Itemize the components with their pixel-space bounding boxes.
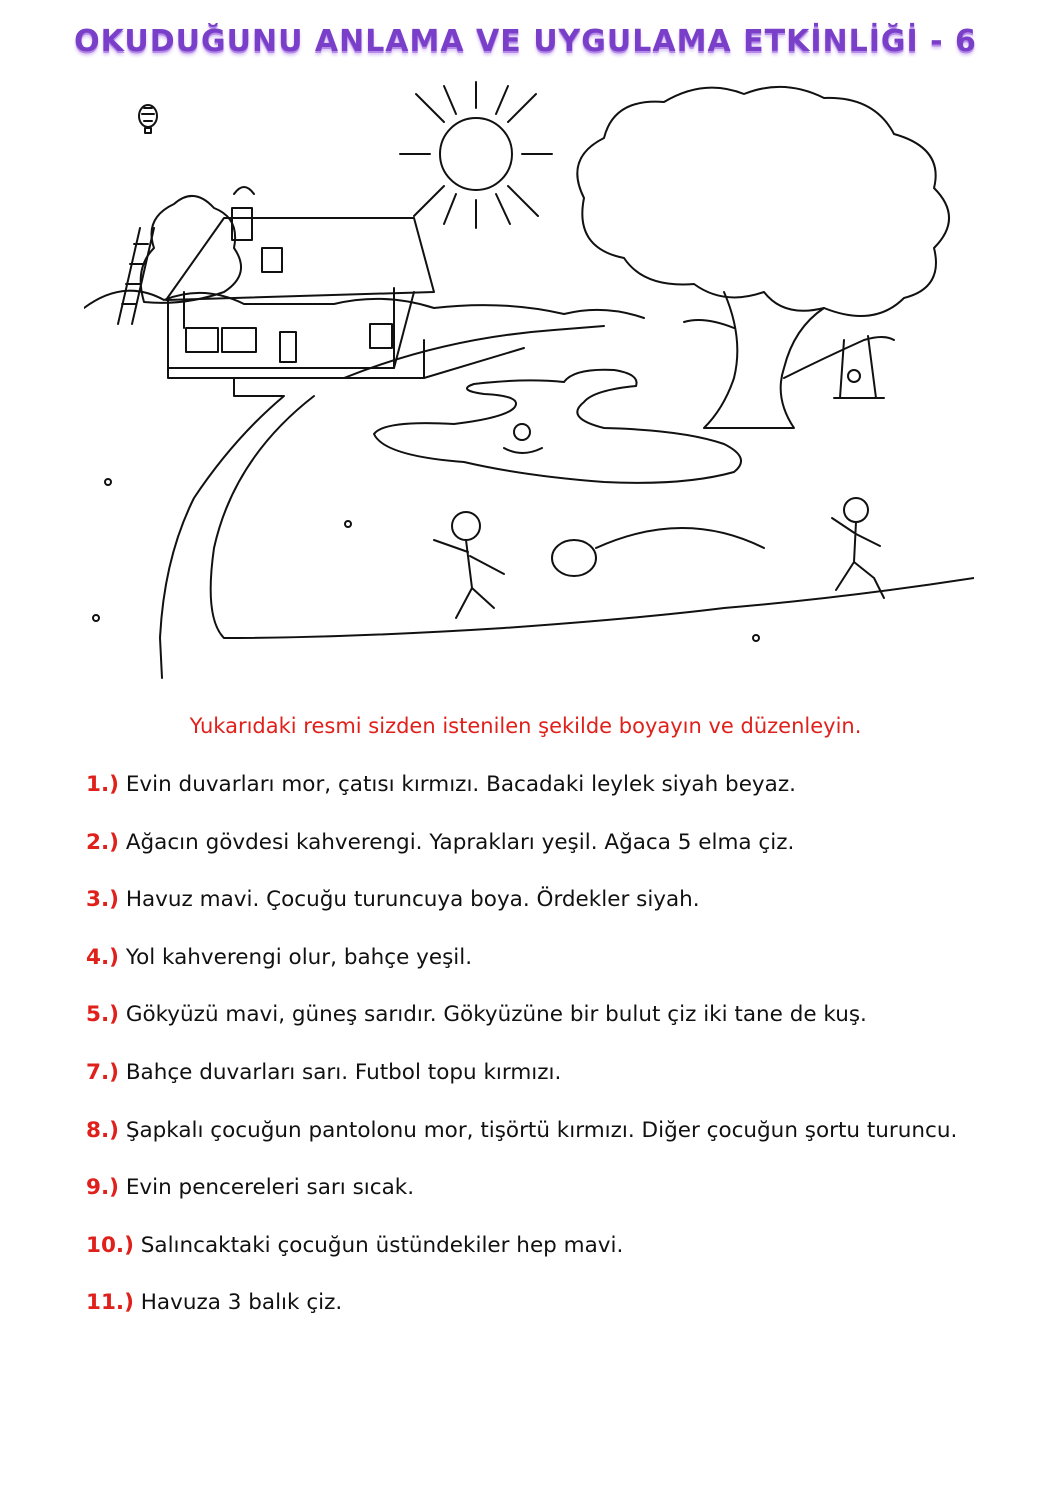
flower-icons	[93, 479, 759, 641]
item-text: Havuza 3 balık çiz.	[140, 1290, 343, 1316]
item-text: Gökyüzü mavi, güneş sarıdır. Gökyüzüne bir bulut çiz iki tane de kuş.	[125, 1002, 867, 1028]
item-text: Bahçe duvarları sarı. Futbol topu kırmızı.	[125, 1059, 562, 1085]
item-number: 4.)	[86, 944, 119, 970]
ball-icon	[552, 528, 764, 576]
list-item	[86, 880, 1036, 938]
balloon-icon	[139, 105, 157, 133]
item-number: 3.)	[86, 887, 119, 913]
pond-drawing	[374, 370, 741, 483]
list-item	[86, 1168, 1036, 1226]
list-item	[86, 1283, 1036, 1341]
list-item	[86, 1111, 1036, 1169]
cap-boy-drawing	[832, 498, 884, 598]
page-title: OKUDUĞUNU ANLAMA VE UYGULAMA ETKİNLİĞİ - 6	[74, 24, 977, 59]
instruction-text: Yukarıdaki resmi sizden istenilen şekilde boyayın ve düzenleyin.	[189, 714, 862, 738]
list-item	[86, 1053, 1036, 1111]
item-text: Ağacın gövdesi kahverengi. Yaprakları yeşil. Ağaca 5 elma çiz.	[125, 829, 795, 855]
item-number: 9.)	[86, 1175, 119, 1201]
running-boy-drawing	[434, 512, 504, 618]
item-number: 10.)	[86, 1232, 134, 1258]
coloring-illustration	[84, 78, 974, 690]
item-number: 2.)	[86, 829, 119, 855]
sun-icon	[400, 82, 552, 228]
list-item	[86, 765, 1036, 823]
item-number: 5.)	[86, 1002, 119, 1028]
item-number: 11.)	[86, 1290, 134, 1316]
list-item	[86, 938, 1036, 996]
item-text: Evin pencereleri sarı sıcak.	[125, 1175, 415, 1201]
item-text: Havuz mavi. Çocuğu turuncuya boya. Ördekler siyah.	[125, 887, 700, 913]
item-text: Yol kahverengi olur, bahçe yeşil.	[125, 944, 473, 970]
item-number: 1.)	[86, 772, 119, 797]
item-number: 8.)	[86, 1117, 119, 1143]
house-drawing	[166, 187, 434, 378]
item-text: Evin duvarları mor, çatısı kırmızı. Bacadaki leylek siyah beyaz.	[125, 772, 796, 797]
list-item	[86, 823, 1036, 881]
task-list	[86, 765, 1036, 1341]
item-text: Şapkalı çocuğun pantolonu mor, tişörtü kırmızı. Diğer çocuğun şortu turuncu.	[125, 1117, 958, 1143]
list-item	[86, 1226, 1036, 1284]
list-item	[86, 995, 1036, 1053]
item-text: Salıncaktaki çocuğun üstündekiler hep mavi.	[140, 1232, 624, 1258]
item-number: 7.)	[86, 1059, 119, 1085]
